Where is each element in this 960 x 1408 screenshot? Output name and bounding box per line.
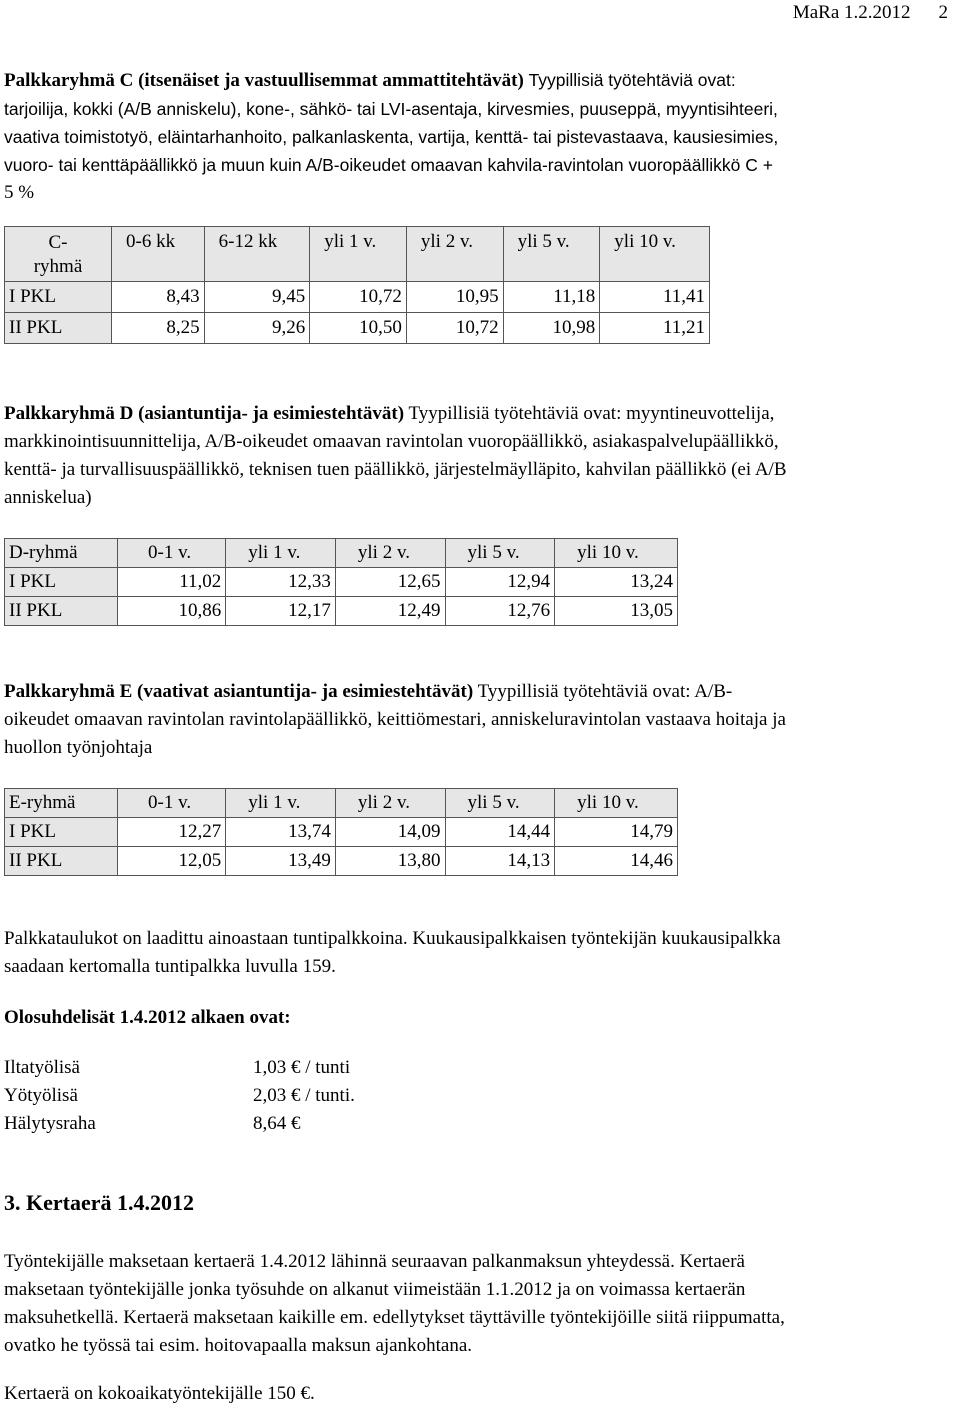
allowance-value: 8,64 € xyxy=(253,1113,301,1134)
allowance-value: 1,03 € / tunti xyxy=(253,1057,351,1078)
group-e-title: Palkkaryhmä E (vaativat asiantuntija- ja esimiestehtävät) xyxy=(4,681,474,702)
table-cell: 11,02 xyxy=(118,568,226,597)
column-header: yli 2 v. xyxy=(406,227,503,282)
group-c-line: 5 % xyxy=(4,182,35,203)
group-c-table xyxy=(4,226,710,344)
table-cell: 12,94 xyxy=(445,568,555,597)
table-cell: 11,18 xyxy=(503,282,600,313)
section-paragraph xyxy=(4,1248,956,1360)
row-label: I PKL xyxy=(5,282,112,313)
table-row xyxy=(5,313,710,344)
corner-cell: E-ryhmä xyxy=(5,789,118,818)
group-c-title: Palkkaryhmä C (itsenäiset ja vastuullisemmat ammattitehtävät) xyxy=(4,70,524,91)
table-cell: 13,80 xyxy=(335,847,445,876)
table-cell: 10,95 xyxy=(406,282,503,313)
table-header-row xyxy=(5,539,678,568)
table-cell: 12,65 xyxy=(335,568,445,597)
group-e-paragraph xyxy=(4,678,956,762)
row-label: II PKL xyxy=(5,313,112,344)
table-cell: 10,86 xyxy=(118,597,226,626)
table-cell: 12,17 xyxy=(226,597,336,626)
group-d-line: kenttä- ja turvallisuuspäällikkö, teknisen tuen päällikkö, järjestelmäylläpito, kahvilan päällikkö (ei A/B xyxy=(4,459,787,480)
group-c-line: vuoro- tai kenttäpäällikkö ja muun kuin A/B-oikeudet omaavan kahvila-ravintolan vuoropäällikkö C + xyxy=(4,155,773,175)
corner-cell: D-ryhmä xyxy=(5,539,118,568)
table-cell: 10,72 xyxy=(310,282,407,313)
table-cell: 13,74 xyxy=(226,818,336,847)
group-e-line: oikeudet omaavan ravintolan ravintolapäällikkö, keittiömestari, anniskeluravintolan vastaava hoitaja ja xyxy=(4,709,786,730)
row-label: II PKL xyxy=(5,597,118,626)
row-label: I PKL xyxy=(5,568,118,597)
page-number: 2 xyxy=(938,2,948,23)
column-header: 0-6 kk xyxy=(112,227,205,282)
row-label: I PKL xyxy=(5,818,118,847)
allowance-value: 2,03 € / tunti. xyxy=(253,1085,355,1106)
column-header: yli 2 v. xyxy=(335,539,445,568)
group-c-line: vaativa toimistotyö, eläintarhanhoito, palkanlaskenta, vartija, kenttä- tai pistevastaava, kausiesimies, xyxy=(4,127,779,147)
final-line: Kertaerä on kokoaikatyöntekijälle 150 €. xyxy=(4,1383,315,1404)
group-d-title: Palkkaryhmä D (asiantuntija- ja esimiestehtävät) xyxy=(4,403,405,424)
group-c-paragraph xyxy=(4,66,956,207)
section-line: ovatko he työssä tai esim. hoitovapaalla maksun ajankohtana. xyxy=(4,1335,473,1356)
allowances-title: Olosuhdelisät 1.4.2012 alkaen ovat: xyxy=(4,1007,291,1028)
column-header: yli 1 v. xyxy=(226,789,336,818)
group-c-intro: Tyypillisiä työtehtäviä ovat: xyxy=(528,70,736,90)
group-d-paragraph xyxy=(4,400,956,512)
table-cell: 12,05 xyxy=(118,847,226,876)
table-cell: 13,05 xyxy=(555,597,678,626)
group-e-table xyxy=(4,788,678,876)
section-line: Työntekijälle maksetaan kertaerä 1.4.2012 lähinnä seuraavan palkanmaksun yhteydessä. Kertaerä xyxy=(4,1251,745,1272)
column-header: yli 10 v. xyxy=(600,227,710,282)
row-label: II PKL xyxy=(5,847,118,876)
allowance-label: Hälytysraha xyxy=(4,1113,96,1134)
group-e-line: huollon työnjohtaja xyxy=(4,737,153,758)
section-heading: 3. Kertaerä 1.4.2012 xyxy=(4,1190,194,1215)
allowance-label: Yötyölisä xyxy=(4,1085,78,1106)
group-d-intro: Tyypillisiä työtehtäviä ovat: myyntineuvottelija, xyxy=(408,403,775,424)
table-cell: 10,50 xyxy=(310,313,407,344)
table-cell: 10,72 xyxy=(406,313,503,344)
page-header xyxy=(793,2,948,24)
table-row xyxy=(5,818,678,847)
table-cell: 14,46 xyxy=(555,847,678,876)
table-cell: 8,43 xyxy=(112,282,205,313)
column-header: yli 10 v. xyxy=(555,789,678,818)
group-e-intro: Tyypillisiä työtehtäviä ovat: A/B- xyxy=(477,681,733,702)
table-cell: 9,26 xyxy=(204,313,310,344)
table-cell: 13,24 xyxy=(555,568,678,597)
table-cell: 9,45 xyxy=(204,282,310,313)
column-header: yli 1 v. xyxy=(226,539,336,568)
corner-cell: C- ryhmä xyxy=(5,227,112,282)
table-cell: 11,21 xyxy=(600,313,710,344)
table-cell: 14,09 xyxy=(335,818,445,847)
group-d-line: markkinointisuunnittelija, A/B-oikeudet omaavan ravintolan vuoropäällikkö, asiakaspalvelupäällikkö, xyxy=(4,431,779,452)
table-header-row xyxy=(5,227,710,282)
table-cell: 8,25 xyxy=(112,313,205,344)
table-row xyxy=(5,597,678,626)
column-header: 0-1 v. xyxy=(118,789,226,818)
table-cell: 14,79 xyxy=(555,818,678,847)
table-row xyxy=(5,282,710,313)
note-line: Palkkataulukot on laadittu ainoastaan tuntipalkkoina. Kuukausipalkkaisen työntekijän kuukausipalkka xyxy=(4,928,781,949)
table-cell: 10,98 xyxy=(503,313,600,344)
column-header: yli 5 v. xyxy=(445,789,555,818)
table-row xyxy=(5,847,678,876)
allowance-label: Iltatyölisä xyxy=(4,1057,80,1078)
column-header: yli 10 v. xyxy=(555,539,678,568)
section-line: maksuhetkellä. Kertaerä maksetaan kaikille em. edellytykset täyttäville työntekijöille siitä riippumatta, xyxy=(4,1307,785,1328)
hourly-note xyxy=(4,925,956,981)
table-cell: 12,27 xyxy=(118,818,226,847)
group-d-line: anniskelua) xyxy=(4,487,92,508)
column-header: yli 1 v. xyxy=(310,227,407,282)
column-header: 6-12 kk xyxy=(204,227,310,282)
table-cell: 12,76 xyxy=(445,597,555,626)
header-title: MaRa 1.2.2012 xyxy=(792,2,911,23)
table-cell: 12,49 xyxy=(335,597,445,626)
group-c-line: tarjoilija, kokki (A/B anniskelu), kone-, sähkö- tai LVI-asentaja, kirvesmies, puuseppä, myyntisihteeri, xyxy=(4,99,778,119)
table-header-row xyxy=(5,789,678,818)
group-d-table xyxy=(4,538,678,626)
column-header: yli 5 v. xyxy=(503,227,600,282)
table-cell: 11,41 xyxy=(600,282,710,313)
table-row xyxy=(5,568,678,597)
column-header: 0-1 v. xyxy=(118,539,226,568)
table-cell: 14,13 xyxy=(445,847,555,876)
column-header: yli 5 v. xyxy=(445,539,555,568)
table-cell: 14,44 xyxy=(445,818,555,847)
table-cell: 13,49 xyxy=(226,847,336,876)
column-header: yli 2 v. xyxy=(335,789,445,818)
section-line: maksetaan työntekijälle jonka työsuhde on alkanut viimeistään 1.1.2012 ja on voimassa kertaerän xyxy=(4,1279,746,1300)
table-cell: 12,33 xyxy=(226,568,336,597)
note-line: saadaan kertomalla tuntipalkka luvulla 159. xyxy=(4,956,336,977)
